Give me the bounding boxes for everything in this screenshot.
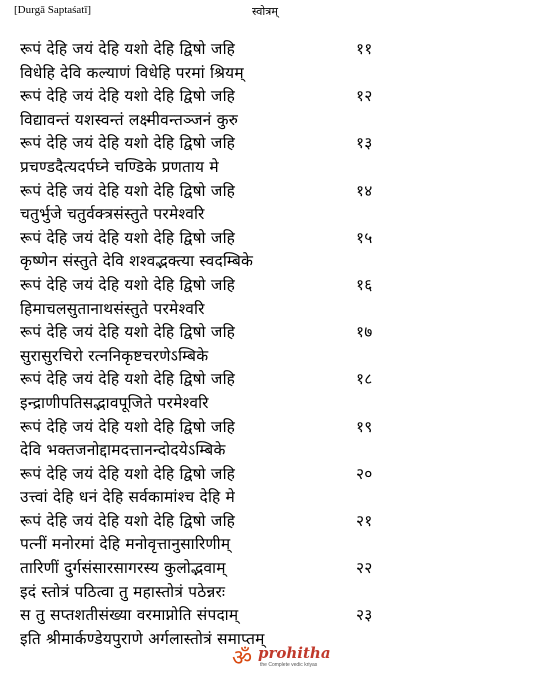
verse-line: [20, 416, 540, 440]
verse-text: तारिणीं दुर्गसंसारसागरस्य कुलोद्भवाम्: [20, 559, 226, 578]
verse-text: प्रचण्डदैत्यदर्पघ्ने चण्डिके प्रणताय मे: [20, 157, 219, 176]
verse-text: विधेहि देवि कल्याणं विधेहि परमां श्रियम्: [20, 63, 244, 82]
verse-text: इदं स्तोत्रं पठित्वा तु महास्तोत्रं पठेन्नरः: [20, 582, 226, 601]
verse-line: [20, 180, 540, 204]
verse-line: [20, 321, 540, 345]
om-icon: ॐ: [232, 646, 253, 671]
verse-line: [20, 298, 540, 322]
verse-number: १५: [356, 228, 373, 247]
verse-line: [20, 274, 540, 298]
verse-line: [20, 439, 540, 463]
section-title: स्वोत्रम्: [252, 5, 278, 18]
verse-text: रूपं देहि जयं देहि यशो देहि द्विषो जहि: [20, 134, 236, 153]
verse-line: [20, 486, 540, 510]
logo-tagline: the Complete vedic kriyas: [260, 662, 318, 668]
verse-text: रूपं देहि जयं देहि यशो देहि द्विषो जहि: [20, 228, 236, 247]
verse-line: [20, 227, 540, 251]
verse-text: विद्यावन्तं यशस्वन्तं लक्ष्मीवन्तञ्जनं कुरु: [20, 110, 239, 129]
verse-line: [20, 604, 540, 628]
verse-text: रूपं देहि जयं देहि यशो देहि द्विषो जहि: [20, 275, 236, 294]
verse-number: ११: [356, 40, 373, 58]
verse-text: कृष्णेन संस्तुते देवि शश्वद्भक्त्या स्वदम्बिके: [20, 252, 254, 271]
prohitha-logo: [232, 644, 332, 674]
page-header: [14, 4, 536, 20]
verse-text: उत्त्वां देहि धनं देहि सर्वकामांश्च देहि मे: [20, 488, 236, 507]
logo-name: prohitha: [258, 644, 331, 662]
verse-line: [20, 38, 540, 62]
verse-text: रूपं देहि जयं देहि यशो देहि द्विषो जहि: [20, 464, 236, 483]
verse-line: [20, 557, 540, 581]
verse-text: रूपं देहि जयं देहि यशो देहि द्विषो जहि: [20, 40, 236, 58]
verse-line: [20, 463, 540, 487]
verse-text: रूपं देहि जयं देहि यशो देहि द्विषो जहि: [20, 87, 236, 106]
verse-text: स तु सप्तशतीसंख्या वरमाप्नोति संपदाम्: [20, 606, 239, 625]
verse-line: [20, 345, 540, 369]
verse-line: [20, 132, 540, 156]
verse-number: १२: [356, 87, 373, 106]
verse-text: रूपं देहि जयं देहि यशो देहि द्विषो जहि: [20, 181, 236, 200]
verse-number: १६: [356, 275, 373, 294]
verse-number: १३: [356, 134, 373, 153]
verse-text: देवि भक्तजनोद्दामदत्तानन्दोदयेऽम्बिके: [20, 441, 226, 460]
verse-text: रूपं देहि जयं देहि यशो देहि द्विषो जहि: [20, 417, 236, 436]
verse-text: रूपं देहि जयं देहि यशो देहि द्विषो जहि: [20, 370, 236, 389]
verse-line: [20, 510, 540, 534]
verse-text: चतुर्भुजे चतुर्वक्त्रसंस्तुते परमेश्वरि: [20, 205, 205, 224]
verse-text: पत्नीं मनोरमां देहि मनोवृत्तानुसारिणीम्: [20, 535, 231, 554]
verse-text: रूपं देहि जयं देहि यशो देहि द्विषो जहि: [20, 511, 236, 530]
book-title: [Durgā Saptaśatī]: [14, 4, 92, 16]
verse-text: सुरासुरचिरो रत्ननिकृष्टचरणेऽम्बिके: [20, 346, 209, 365]
verse-line: [20, 203, 540, 227]
verse-text: हिमाचलसुतानाथसंस्तुते परमेश्वरि: [20, 299, 205, 318]
verse-line: [20, 156, 540, 180]
verse-text: इति श्रीमार्कण्डेयपुराणे अर्गलास्तोत्रं समाप्तम्: [20, 629, 265, 648]
verse-line: [20, 85, 540, 109]
verse-line: [20, 581, 540, 605]
verse-number: २०: [356, 464, 373, 483]
verse-line: [20, 109, 540, 133]
verse-number: १९: [356, 417, 373, 436]
verse-number: १७: [356, 323, 373, 342]
verse-list: [20, 38, 540, 651]
verse-number: १४: [356, 181, 373, 200]
verse-number: २१: [356, 511, 373, 530]
verse-line: [20, 533, 540, 557]
verse-line: [20, 62, 540, 86]
verse-text: इन्द्राणीपतिसद्भावपूजिते परमेश्वरि: [20, 393, 209, 412]
verse-number: २३: [356, 606, 373, 625]
verse-text: रूपं देहि जयं देहि यशो देहि द्विषो जहि: [20, 323, 236, 342]
verse-number: १८: [356, 370, 373, 389]
verse-line: [20, 250, 540, 274]
verse-line: [20, 392, 540, 416]
verse-number: २२: [356, 559, 373, 578]
verse-line: [20, 368, 540, 392]
